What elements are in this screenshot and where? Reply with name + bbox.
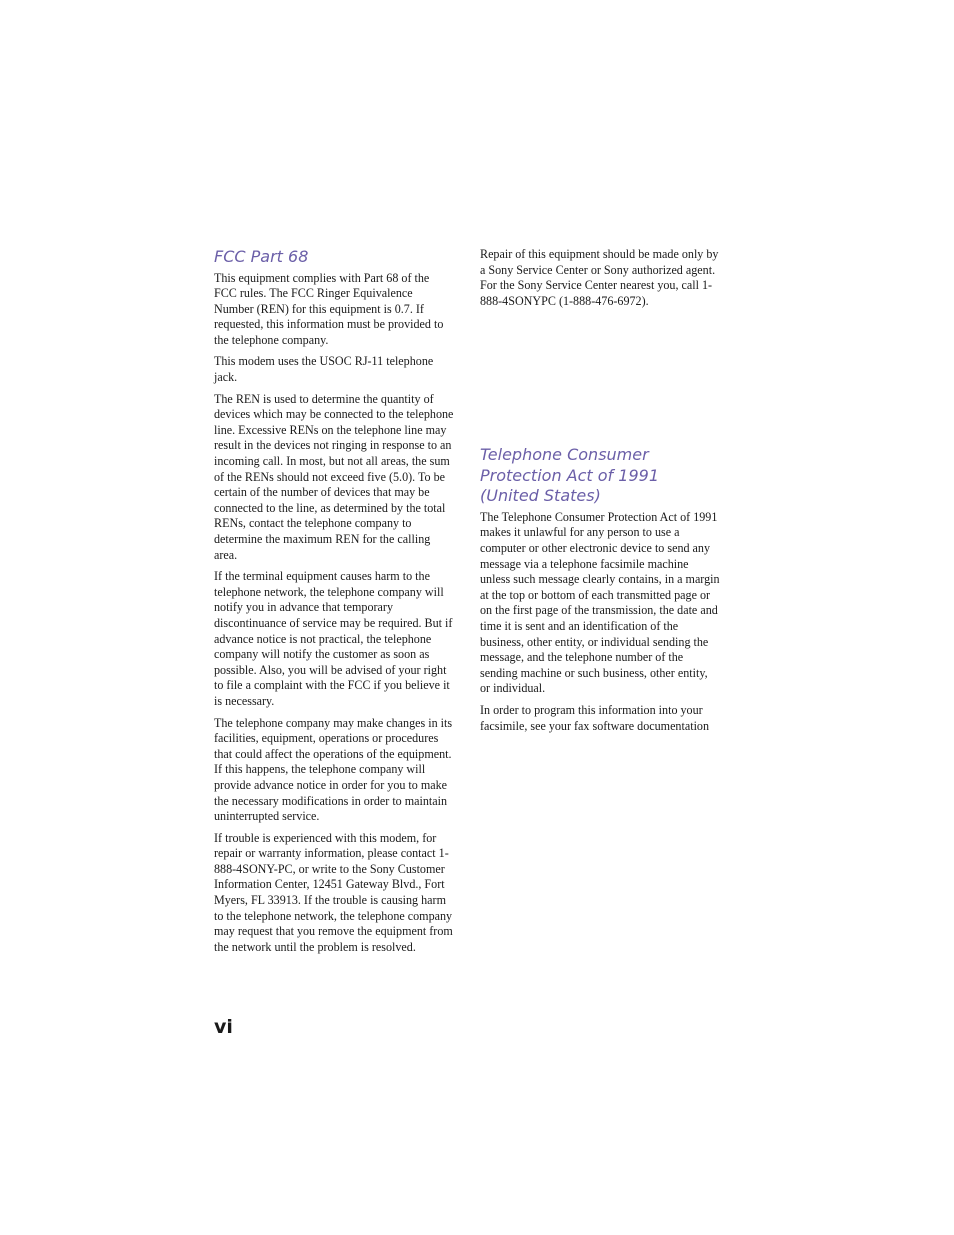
paragraph: This equipment complies with Part 68 of the FCC rules. The FCC Ringer Equivalence Number (REN) for this equipment is 0.7. If requested, this information must be provided to the telephone company. xyxy=(214,270,444,347)
section-heading-tcpa: Telephone Consumer Protection Act of 1991 (United States) xyxy=(480,445,659,506)
paragraph: The REN is used to determine the quantity of devices which may be connected to the telephone line. Excessive RENs on the telephone line may result in the devices not ringing in response to an incoming call. In most, but not all areas, the sum of the RENs should not exceed five (5.0). To be certain of the number of devices that may be connected to the line, as determined by the total RENs, contact the telephone company to determine the maximum REN for the calling area. xyxy=(214,391,454,562)
right-column xyxy=(480,247,720,740)
paragraph: The Telephone Consumer Protection Act of 1991 makes it unlawful for any person to use a computer or other electronic device to send any message via a telephone facsimile machine unless such message clearly contains, in a margin at the top or bottom of each transmitted page or on the first page of the transmission, the date and time it is sent and an identification of the business, other entity, or individual sending the message, and the telephone number of the sending machine or such business, other entity, or individual. xyxy=(480,509,720,696)
column-spacer xyxy=(480,315,720,445)
section-heading-fcc-part-68: FCC Part 68 xyxy=(214,247,309,266)
paragraph: If the terminal equipment causes harm to the telephone network, the telephone company will notify you in advance that temporary discontinuance of service may be required. But if advance notice is not practical, the telephone company will notify the customer as soon as possible. Also, you will be advised of your right to file a complaint with the FCC if you believe it is necessary. xyxy=(214,569,453,708)
left-column xyxy=(214,247,454,961)
page-number: vi xyxy=(214,1016,233,1038)
paragraph: This modem uses the USOC RJ-11 telephone jack. xyxy=(214,354,434,385)
paragraph: The telephone company may make changes in its facilities, equipment, operations or procedures that could affect the operations of the equipment. If this happens, the telephone company will provide advance notice in order for you to make the necessary modifications in order to maintain uninterrupted service. xyxy=(214,715,453,824)
paragraph: In order to program this information into your facsimile, see your fax software documentation xyxy=(480,703,710,733)
paragraph: If trouble is experienced with this modem, for repair or warranty information, please contact 1-888-4SONY-PC, or write to the Sony Customer Information Center, 12451 Gateway Blvd., Fort Myers, FL 33913. If the trouble is causing harm to the telephone network, the telephone company may request that you remove the equipment from the network until the problem is resolved. xyxy=(214,830,453,954)
paragraph: Repair of this equipment should be made only by a Sony Service Center or Sony authorized agent. For the Sony Service Center nearest you, call 1-888-4SONYPC (1-888-476-6972). xyxy=(480,247,719,308)
